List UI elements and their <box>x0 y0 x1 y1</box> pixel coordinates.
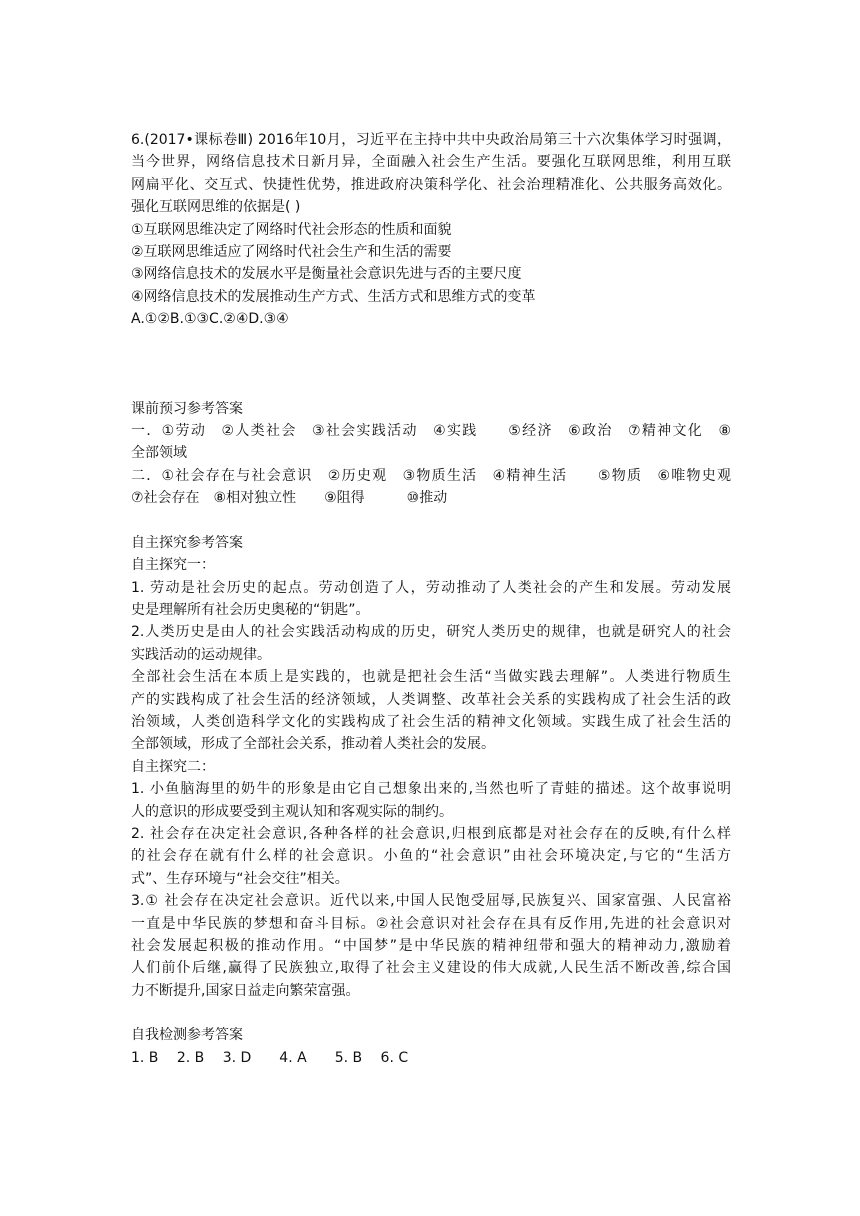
explore-two-line: 人的意识的形成要受到主观认知和客观实际的制约。 <box>131 803 453 820</box>
preview-title: 课前预习参考答案 <box>131 400 243 417</box>
explore-two-line: 2. 社会存在决定社会意识,各种各样的社会意识,归根到底都是对社会存在的反映,有什么样 <box>131 825 731 842</box>
question-line: 网扁平化、交互式、快捷性优势，推进政府决策科学化、社会治理精准化、公共服务高效化。 <box>131 176 731 193</box>
explore-one-line: 全部社会生活在本质上是实践的，也就是把社会生活“当做实践去理解”。人类进行物质生 <box>131 669 731 686</box>
explore-one-line: 1. 劳动是社会历史的起点。劳动创造了人，劳动推动了人类社会的产生和发展。劳动发展 <box>131 579 731 596</box>
question-line: 当今世界，网络信息技术日新月异，全面融入社会生产生活。要强化互联网思维，利用互联 <box>131 154 731 171</box>
explore-one-line: 实践活动的运动规律。 <box>131 646 271 663</box>
question-choices: A.①②B.①③C.②④D.③④ <box>131 311 289 328</box>
question-option: ②互联网思维适应了网络时代社会生产和生活的需要 <box>131 243 452 260</box>
explore-one-line: 治领域，人类创造科学文化的实践构成了社会生活的精神文化领域。实践生成了社会生活的 <box>131 713 731 730</box>
explore-two-line: 人们前仆后继,赢得了民族独立,取得了社会主义建设的伟大成就,人民生活不断改善,综合国 <box>131 960 731 977</box>
explore-one-line: 2.人类历史是由人的社会实践活动构成的历史，研究人类历史的规律，也就是研究人的社会 <box>131 624 731 641</box>
check-title: 自我检测参考答案 <box>131 1027 243 1044</box>
check-answers: 1. B 2. B 3. D 4. A 5. B 6. C <box>131 1049 409 1066</box>
explore-two-line: 的社会存在就有什么样的社会意识。小鱼的“社会意识”由社会环境决定,与它的“生活方 <box>131 848 731 865</box>
explore-two-line: 式”、生存环境与“社会交往”相关。 <box>131 870 349 887</box>
question-option: ③网络信息技术的发展水平是衡量社会意识先进与否的主要尺度 <box>131 266 522 283</box>
preview-answer-line: 一．①劳动 ②人类社会 ③社会实践活动 ④实践 ⑤经济 ⑥政治 ⑦精神文化 ⑧ <box>131 422 731 439</box>
question-line: 6.(2017•课标卷Ⅲ) 2016年10月，习近平在主持中共中央政治局第三十六次集体学习时强调， <box>131 132 731 148</box>
question-option: ④网络信息技术的发展推动生产方式、生活方式和思维方式的变革 <box>131 288 536 305</box>
question-line: 强化互联网思维的依据是( ) <box>131 199 301 216</box>
explore-one-heading: 自主探究一： <box>131 557 215 574</box>
explore-two-line: 一直是中华民族的梦想和奋斗目标。②社会意识对社会存在具有反作用,先进的社会意识对 <box>131 915 731 932</box>
explore-one-line: 全部领域，形成了全部社会关系，推动着人类社会的发展。 <box>131 736 495 753</box>
preview-answer-line: 二．①社会存在与社会意识 ②历史观 ③物质生活 ④精神生活 ⑤物质 ⑥唯物史观 <box>131 467 731 484</box>
explore-title: 自主探究参考答案 <box>131 534 243 551</box>
question-option: ①互联网思维决定了网络时代社会形态的性质和面貌 <box>131 221 452 238</box>
explore-two-line: 3.① 社会存在决定社会意识。近代以来,中国人民饱受屈辱,民族复兴、国家富强、人民富裕 <box>131 893 731 910</box>
explore-two-heading: 自主探究二： <box>131 758 215 775</box>
preview-answer-line: ⑦社会存在 ⑧相对独立性 ⑨阻得 ⑩推动 <box>131 490 448 507</box>
explore-two-line: 社会发展起积极的推动作用。“中国梦”是中华民族的精神纽带和强大的精神动力,激励着 <box>131 937 731 954</box>
explore-one-line: 产的实践构成了社会生活的经济领域，人类调整、改革社会关系的实践构成了社会生活的政 <box>131 691 731 708</box>
explore-two-line: 1. 小鱼脑海里的奶牛的形象是由它自己想象出来的,当然也听了青蛙的描述。这个故事说明 <box>131 781 731 798</box>
document-page <box>131 129 731 1069</box>
explore-one-line: 史是理解所有社会历史奥秘的“钥匙”。 <box>131 602 370 619</box>
explore-two-line: 力不断提升,国家日益走向繁荣富强。 <box>131 982 360 999</box>
preview-answer-line: 全部领域 <box>131 445 187 462</box>
